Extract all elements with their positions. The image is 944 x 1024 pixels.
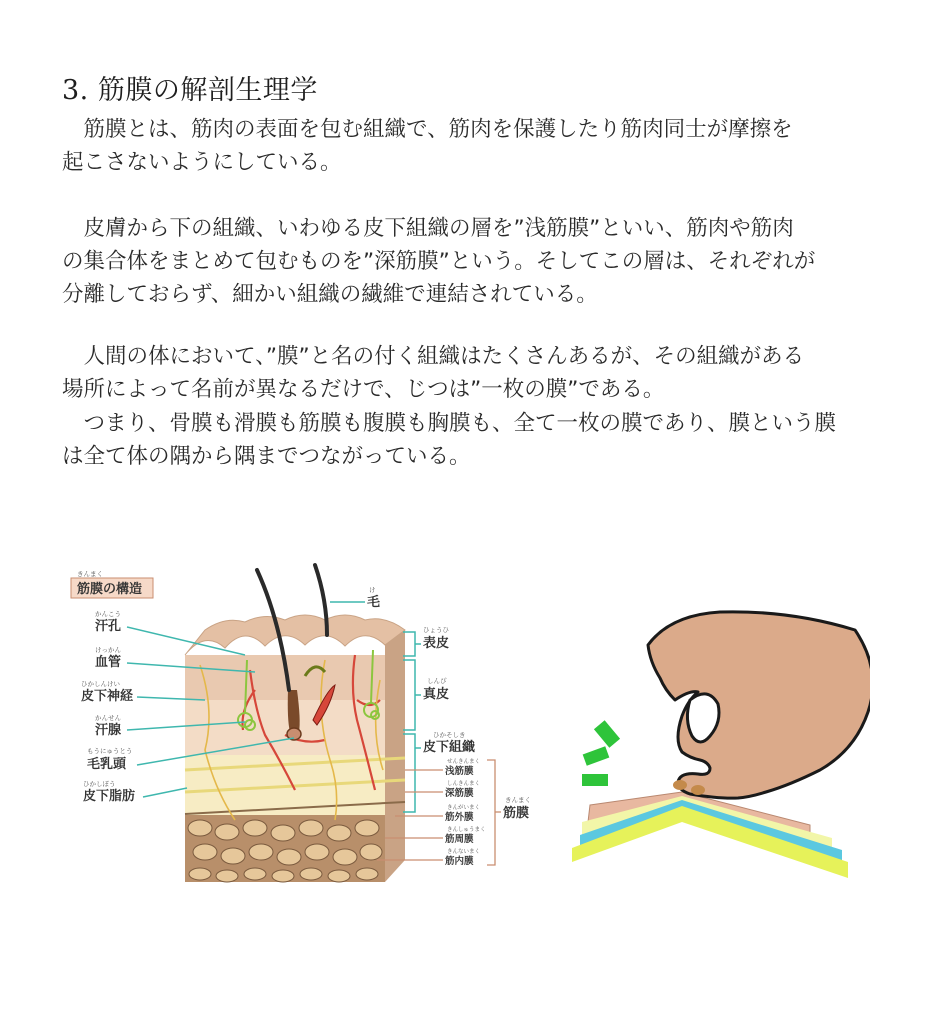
fascia-labels: [444, 758, 531, 867]
label-sweat-gland: 汗腺: [95, 723, 122, 738]
label-ruby: ひかしぼう: [83, 780, 116, 788]
hand-pinching-fascia-illustration: [570, 600, 870, 880]
label-ruby: ひょうひ: [423, 626, 449, 634]
fascia-layers: [572, 792, 848, 878]
label-ruby: きんしゅうまく: [447, 827, 486, 833]
paragraph-1: [62, 113, 892, 179]
label-epidermis: 表皮: [423, 636, 450, 651]
label-ruby: きんないまく: [447, 849, 481, 855]
page-title: 3. 筋膜の解剖生理学: [62, 75, 318, 106]
paragraph-3: [62, 340, 892, 406]
label-endomysium: 筋内膜: [445, 856, 474, 867]
paragraph-4: [62, 407, 892, 473]
label-ruby: しんぴ: [427, 677, 447, 685]
label-ruby: きんまく: [505, 796, 531, 804]
label-subcutaneous-nerve: 皮下神経: [81, 689, 134, 704]
paragraph-line: 場所によって名前が異なるだけで、じつは”一枚の膜”である。: [62, 377, 665, 402]
label-dermis: 真皮: [423, 687, 450, 702]
paragraph-line: 分離しておらず、細かい組織の繊維で連結されている。: [62, 282, 598, 307]
label-ruby: け: [369, 586, 376, 594]
label-subcutaneous-tissue: 皮下組織: [423, 740, 476, 755]
hand-shape: [648, 612, 870, 798]
label-ruby: きんがいまく: [447, 805, 481, 811]
figure-title: 筋膜の構造: [77, 582, 143, 597]
layer-brackets: [403, 632, 421, 812]
fingernail: [673, 780, 687, 790]
left-labels: [81, 610, 135, 804]
label-ruby: せんきんまく: [447, 759, 481, 765]
label-ruby: ひかしんけい: [81, 680, 120, 688]
fascia-structure-illustration: [65, 560, 555, 890]
label-ruby: もうにゅうとう: [87, 747, 133, 755]
label-ruby: かんせん: [95, 714, 121, 722]
paragraph-line: は全て体の隅から隅までつながっている。: [62, 444, 471, 469]
thumbnail: [691, 785, 705, 795]
label-superficial-fascia: 浅筋膜: [445, 766, 474, 777]
paragraph-line: 人間の体において、”膜”と名の付く組織はたくさんあるが、その組織がある: [62, 344, 805, 369]
motion-marks: [582, 720, 620, 786]
paragraph-line: の集合体をまとめて包むものを”深筋膜”という。そしてこの層は、それぞれが: [62, 249, 816, 274]
paragraph-line: 起こさないようにしている。: [62, 150, 342, 175]
figure-title-ruby: きんまく: [77, 570, 103, 578]
label-epimysium: 筋外膜: [445, 812, 474, 823]
label-fascia-group: 筋膜: [503, 806, 530, 821]
right-labels: [423, 626, 475, 755]
label-subcutaneous-fat: 皮下脂肪: [83, 789, 136, 804]
label-dermal-papilla: 毛乳頭: [87, 757, 127, 772]
figure-title-box: [71, 570, 153, 598]
label-sweat-pore: 汗孔: [95, 619, 122, 634]
paragraph-line: つまり、骨膜も滑膜も筋膜も腹膜も胸膜も、全て一枚の膜であり、膜という膜: [62, 411, 837, 436]
label-deep-fascia: 深筋膜: [445, 788, 474, 799]
label-ruby: かんこう: [95, 610, 121, 618]
paragraph-line: 筋膜とは、筋肉の表面を包む組織で、筋肉を保護したり筋肉同士が摩擦を: [62, 117, 793, 142]
label-blood-vessel: 血管: [95, 655, 122, 670]
label-ruby: ひかそしき: [433, 731, 466, 739]
paragraph-line: 皮膚から下の組織、いわゆる皮下組織の層を”浅筋膜”といい、筋肉や筋肉: [62, 216, 794, 241]
label-ruby: しんきんまく: [447, 781, 481, 787]
paragraph-2: [62, 212, 892, 311]
label-ruby: けっかん: [95, 646, 121, 654]
label-perimysium: 筋周膜: [445, 834, 474, 845]
label-hair: 毛: [367, 595, 381, 610]
